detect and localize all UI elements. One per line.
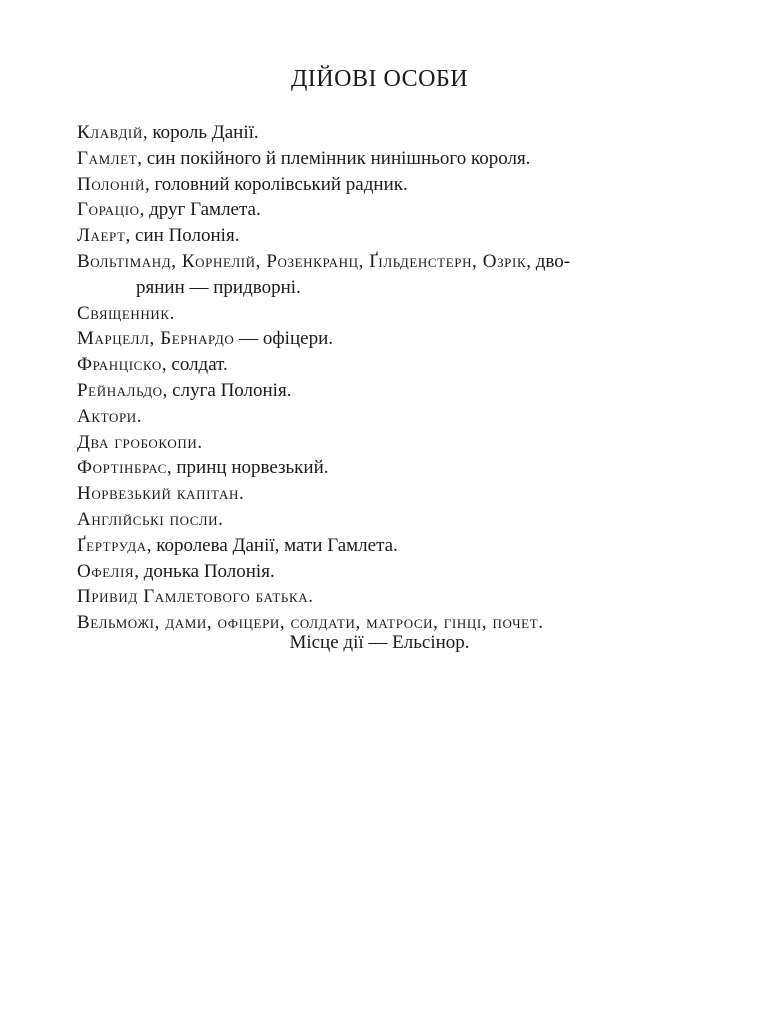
cast-list bbox=[77, 120, 570, 636]
cast-name: Священник bbox=[77, 302, 170, 324]
cast-item bbox=[77, 559, 570, 585]
cast-desc: . bbox=[169, 302, 175, 324]
cast-item bbox=[77, 223, 570, 249]
cast-name: Клавдій bbox=[77, 122, 143, 143]
setting-line: Місце дії — Ельсінор. bbox=[289, 632, 470, 653]
cast-item bbox=[77, 507, 570, 533]
cast-name: Офелія bbox=[77, 560, 135, 582]
cast-desc: , принц норвезький. bbox=[166, 457, 329, 479]
cast-item bbox=[77, 352, 570, 378]
cast-desc: , донька Полонія. bbox=[134, 560, 275, 582]
cast-desc: , син покійного й племінник нинішнього короля. bbox=[137, 147, 531, 169]
cast-item bbox=[77, 533, 570, 559]
cast-name: Вольтіманд, Корнелій, Розенкранц, Ґільденстерн, Озрік bbox=[77, 250, 527, 272]
cast-item bbox=[77, 481, 570, 507]
cast-desc: . bbox=[308, 586, 314, 608]
cast-desc: , король Данії. bbox=[142, 122, 259, 143]
page-title: ДІЙОВІ ОСОБИ bbox=[290, 66, 469, 92]
cast-name: Англійські посли bbox=[77, 508, 219, 530]
cast-item bbox=[77, 455, 570, 481]
cast-name: Вельможі, дами, офіцери, солдати, матроси, гінці, почет bbox=[77, 612, 539, 634]
cast-name: Два гробокопи bbox=[77, 431, 198, 453]
cast-item bbox=[77, 197, 570, 223]
cast-desc: — офіцери. bbox=[234, 328, 333, 350]
cast-name: Ґертруда bbox=[77, 534, 147, 556]
cast-item bbox=[77, 249, 570, 275]
cast-name: Полоній bbox=[77, 173, 145, 195]
cast-item bbox=[77, 404, 570, 430]
cast-name: Норвезький капітан bbox=[77, 483, 239, 505]
cast-name: Фортінбрас bbox=[77, 457, 167, 479]
cast-desc: , солдат. bbox=[161, 354, 228, 376]
cast-desc: , друг Гамлета. bbox=[139, 199, 261, 221]
cast-desc: . bbox=[238, 483, 244, 505]
cast-desc: , королева Данії, мати Гамлета. bbox=[146, 534, 398, 556]
cast-desc: . bbox=[538, 612, 543, 634]
cast-item bbox=[77, 172, 570, 198]
cast-name: Франціско bbox=[77, 354, 162, 376]
cast-name: Рейнальдо bbox=[77, 379, 163, 401]
cast-desc: рянин — придворні. bbox=[136, 276, 301, 298]
cast-desc: , син Полонія. bbox=[125, 225, 240, 247]
cast-item bbox=[77, 146, 570, 172]
cast-name: Гамлет bbox=[77, 147, 138, 169]
cast-item-continuation bbox=[77, 275, 570, 301]
cast-name: Привид Гамлетового батька bbox=[77, 586, 309, 608]
cast-name: Лаерт bbox=[77, 225, 126, 247]
cast-item bbox=[77, 430, 570, 456]
cast-item bbox=[77, 301, 570, 327]
cast-desc: . bbox=[136, 405, 142, 427]
cast-item bbox=[77, 120, 570, 146]
cast-name: Горацio bbox=[77, 199, 140, 221]
cast-desc: , головний королівський радник. bbox=[144, 173, 408, 195]
cast-desc: , слуга Полонія. bbox=[162, 379, 292, 401]
cast-name: Марцелл, Бернардо bbox=[77, 328, 235, 350]
cast-item bbox=[77, 378, 570, 404]
cast-item bbox=[77, 326, 570, 352]
cast-desc: . bbox=[218, 508, 223, 530]
cast-name: Актори bbox=[77, 405, 137, 427]
cast-desc: . bbox=[197, 431, 203, 453]
cast-item bbox=[77, 584, 570, 610]
cast-desc: , дво- bbox=[526, 250, 571, 272]
